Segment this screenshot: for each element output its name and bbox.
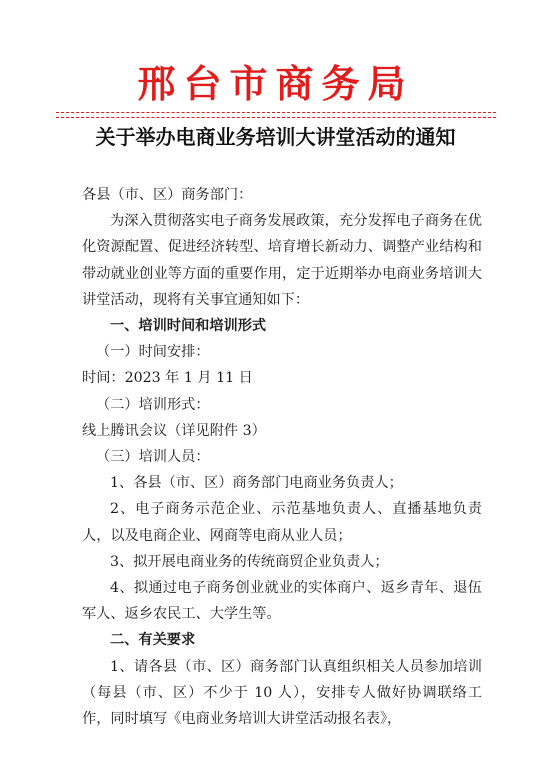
section-1-sub1-value: 时间：2023 年 1 月 11 日: [82, 370, 253, 387]
intro-paragraph: 为深入贯彻落实电子商务发展政策，充分发挥电子商务在优化资源配置、促进经济转型、培育增长新动力、调整产业结构和带动就业创业等方面的重要作用，定于近期举办电商业务培训大讲堂活动，现将有关事宜通知如下：: [82, 213, 482, 308]
section-2-paragraph-1: 1、请各县（市、区）商务部门认真组织相关人员参加培训（每县（市、区）不少于 10 人），安排专人做好协调联络工作，同时填写《电商业务培训大讲堂活动报名表》，: [82, 658, 482, 728]
section-2-heading: 二、有关要求: [110, 632, 196, 649]
letterhead-red-divider: [56, 112, 496, 118]
addressee: 各县（市、区）商务部门：: [82, 187, 253, 203]
section-1-sub2-value: 线上腾讯会议（详见附件 3）: [82, 422, 266, 439]
list-item: 2、电子商务示范企业、示范基地负责人、直播基地负责人，以及电商企业、网商等电商从业人员；: [82, 501, 482, 544]
section-1-heading: 一、培训时间和培训形式: [110, 318, 267, 335]
section-1-sub3-label: （三）培训人员：: [96, 449, 210, 466]
list-item: 1、各县（市、区）商务部门电商业务负责人；: [110, 475, 403, 492]
list-item: 4、拟通过电子商务创业就业的实体商户、返乡青年、退伍军人、返乡农民工、大学生等。: [82, 580, 482, 623]
list-item: 3、拟开展电商业务的传统商贸企业负责人；: [110, 553, 389, 570]
section-1-sub1-label: （一）时间安排：: [96, 344, 210, 361]
letterhead-title: 邢台市商务局: [137, 61, 414, 106]
notice-body: [82, 182, 482, 732]
notice-title: 关于举办电商业务培训大讲堂活动的通知: [95, 125, 456, 149]
section-1-sub2-label: （二）培训形式：: [96, 396, 210, 413]
